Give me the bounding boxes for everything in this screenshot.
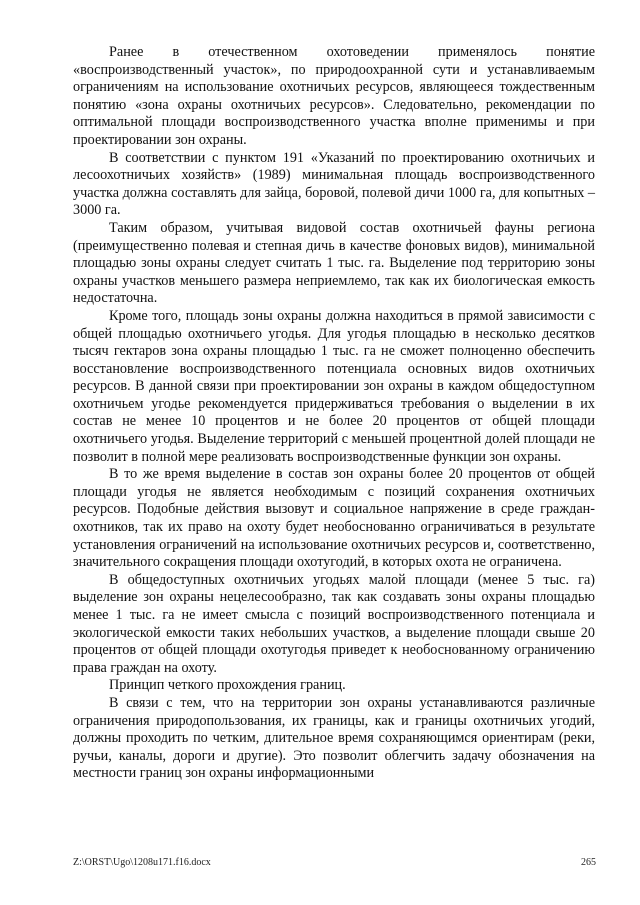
paragraph-1: Ранее в отечественном охотоведении применялось понятие «воспроизводственный участок», по природоохранной сути и устанавливаемым ограничениям на использование охотничьих ресурсов, являющееся тождественным понятию «зона охраны охотничьих ресурсов». Следовательно, рекомендации по оптимальной площади воспроизводственного участка вполне применимы и при проектировании зон охраны. (73, 44, 595, 148)
document-page (73, 44, 595, 783)
paragraph-2: В соответствии с пунктом 191 «Указаний по проектированию охотничьих и лесоохотничьих хозяйств» (1989) минимальная площадь воспроизводственного участка должна составлять для зайца, боровой, полевой дичи 1000 га, для копытных – 3000 га. (73, 149, 595, 219)
footer-page-number: 265 (581, 857, 596, 868)
section-heading: Принцип четкого прохождения границ. (109, 677, 346, 694)
paragraph-8: В связи с тем, что на территории зон охраны устанавливаются различные ограничения природопользования, их границы, как и границы охотничьих угодий, должны проходить по четким, длительное время сохраняющимся ориентирам (реки, ручьи, каналы, дороги и другие). Это позволит облегчить задачу обозначения на местности границ зон охраны информационными (73, 694, 595, 782)
paragraph-5: В то же время выделение в состав зон охраны более 20 процентов от общей площади угодья не является необходимым с позиций сохранения охотничьих ресурсов. Подобные действия вызовут и социальное напряжение в среде граждан-охотников, так их право на охоту будет необоснованно ограничиваться в результате установления ограничений на использование охотничьих ресурсов и, соответственно, значительного сокращения площади охотугодий, в которых охота не ограничена. (73, 466, 595, 571)
paragraph-4: Кроме того, площадь зоны охраны должна находиться в прямой зависимости с общей площадью охотничьего угодья. Для угодья площадью в несколько десятков тысяч гектаров зона охраны площадью 1 тыс. га не сможет полноценно обеспечить восстановление воспроизводственного потенциала основных видов охотничьих ресурсов. В данной связи при проектировании зон охраны в каждом общедоступном охотничьем угодье рекомендуется придерживаться требования о выделении в их состав не менее 10 процентов и не более 20 процентов от общей площади охотничьего угодья. Выделение территорий с меньшей процентной долей площади не позволит в полной мере реализовать воспроизводственные функции зон охраны. (73, 307, 595, 465)
paragraph-3: Таким образом, учитывая видовой состав охотничьей фауны региона (преимущественно полевая и степная дичь в качестве фоновых видов), минимальной площадью зоны охраны следует считать 1 тыс. га. Выделение под территорию зоны охраны участков меньшего размера неприемлемо, так как их биологическая емкость недостаточна. (73, 219, 595, 307)
footer-file-path: Z:\ORST\Ugo\1208u171.f16.docx (73, 857, 211, 868)
paragraph-6: В общедоступных охотничьих угодьях малой площади (менее 5 тыс. га) выделение зон охраны нецелесообразно, так как создавать зоны охраны площадью менее 1 тыс. га не имеет смысла с позиций воспроизводственного потенциала и экологической емкости таких небольших участков, а выделение площади свыше 20 процентов от общей площади охотугодья приведет к необоснованному ограничению права граждан на охоту. (73, 571, 595, 676)
